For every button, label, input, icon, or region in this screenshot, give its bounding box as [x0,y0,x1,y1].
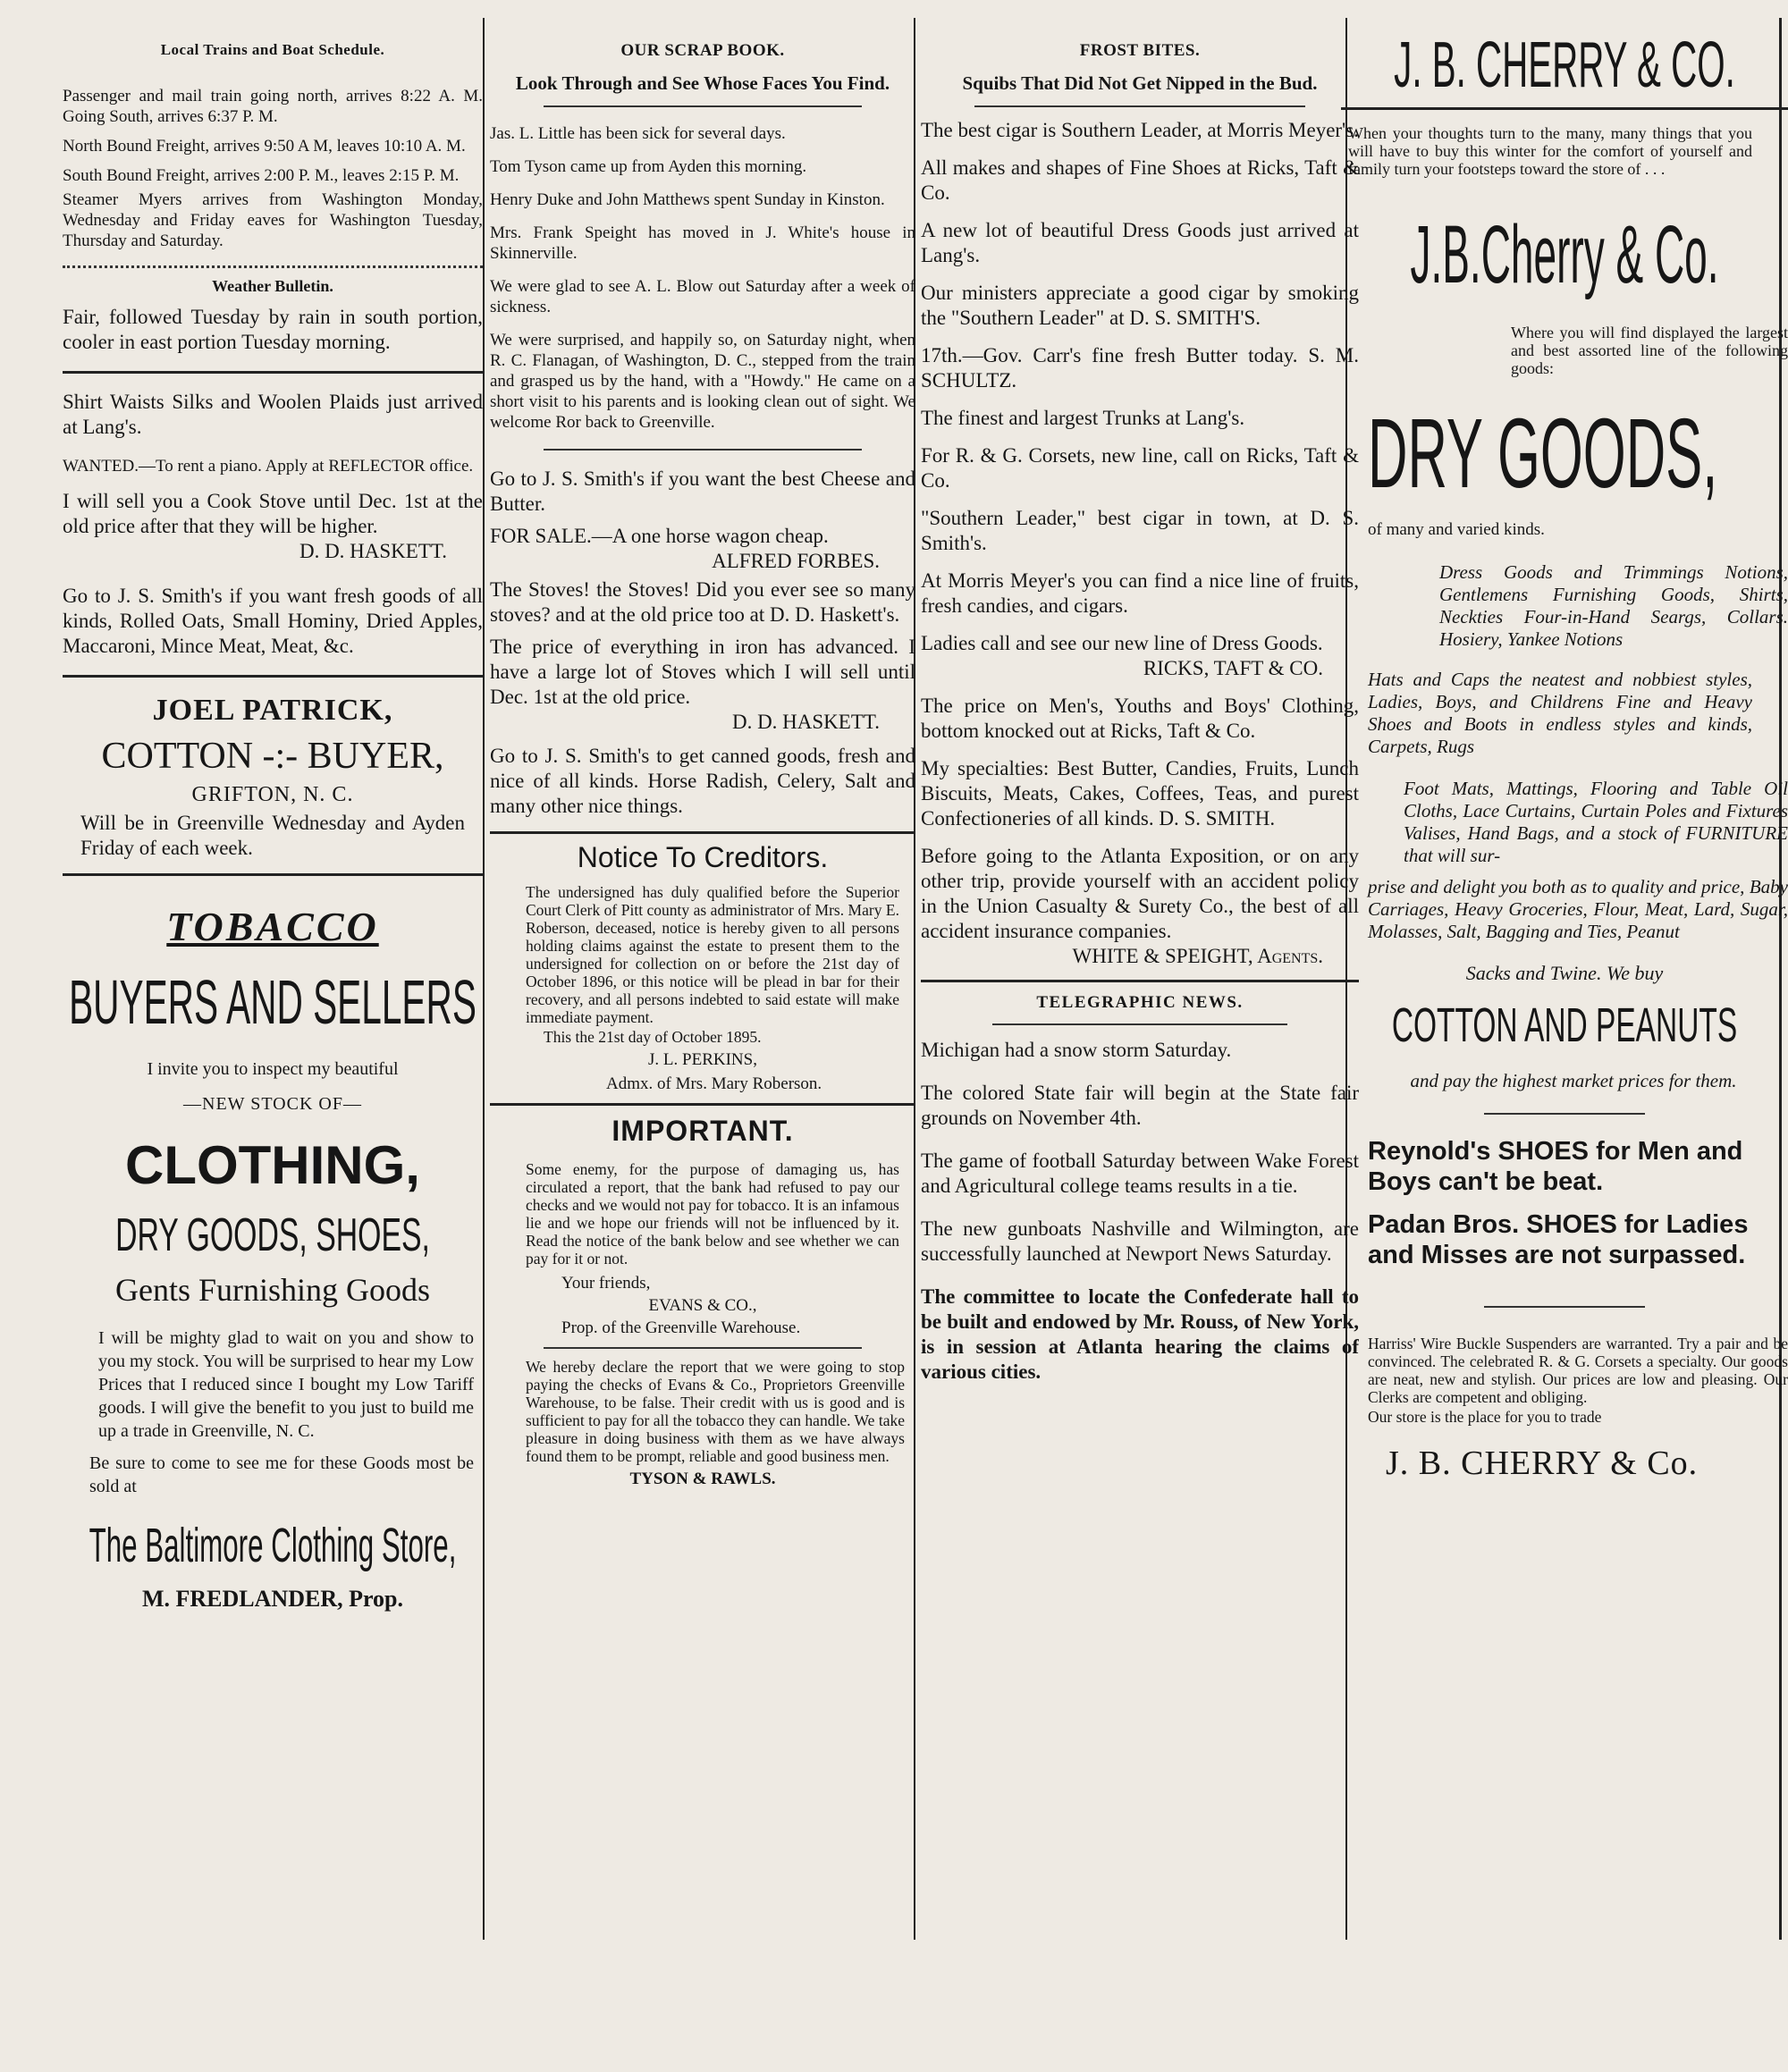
be-sure-text: Be sure to come to see me for these Goods most be sold at [89,1453,474,1496]
scrap-item: Henry Duke and John Matthews spent Sunday in Kinston. [490,190,885,209]
column-frost-bites [921,25,1359,1385]
frost-bites-title: FROST BITES. [1079,41,1201,60]
scrap-item: Mrs. Frank Speight has moved in J. White's house in Skinnerville. [490,223,915,263]
divider [921,980,1359,982]
divider [63,265,483,268]
cherry-logo: J.B.Cherry & Co. [1410,209,1719,300]
cherry-intro: When your thoughts turn to the many, many things that you will have to buy this winter for the comfort of yourself and family turn your footsteps toward the store of . . . [1348,124,1752,178]
important-friends: Your friends, [561,1274,651,1293]
divider [974,105,1305,107]
invite-text: I invite you to inspect my beautiful [147,1059,399,1079]
highest-text: and pay the highest market prices for them. [1410,1070,1737,1091]
weather-text: Fair, followed Tuesday by rain in south portion, cooler in east portion Tuesday morning. [63,306,483,353]
schedule-item: Passenger and mail train going north, arrives 8:22 A. M. Going South, arrives 6:37 P. M. [63,87,483,126]
local-item: Go to J. S. Smith's if you want fresh goods of all kinds, Rolled Oats, Small Hominy, Dried Apples, Maccaroni, Mince Meat, Meat, &c. [63,585,483,657]
declare-text: We hereby declare the report that we were going to stop paying the checks of Evans & Co., Proprietors Greenville Warehouse, to be false. Their credit with us is good and is sufficient to pay for all the tobacco they can handle. We take pleasure in doing business with them as we have always found them to be prompt, reliable and good business men. [526,1358,905,1465]
frost-item: The finest and largest Trunks at Lang's. [921,407,1245,429]
frost-item: The price on Men's, Youths and Boys' Clothing, bottom knocked out at Ricks, Taft & Co. [921,695,1359,742]
divider [63,371,483,374]
column-rule [483,18,485,1940]
frost-item: Our ministers appreciate a good cigar by smoking the "Southern Leader" at D. S. SMITH'S. [921,282,1359,329]
harris-text: Harriss' Wire Buckle Suspenders are warranted. Try a pair and be convinced. The celebrated R. & G. Corsets a specialty. Our goods are neat, new and stylish. Our prices are low and pleasing. Our Clerks are competent and obliging. [1368,1335,1788,1406]
clothing-heading: CLOTHING, [125,1135,420,1195]
signature: ALFRED FORBES. [712,550,880,572]
frost-item: All makes and shapes of Fine Shoes at Ricks, Taft & Co. [921,156,1359,204]
frost-item: Before going to the Atlanta Exposition, or on any other trip, provide yourself with an accident policy in the Union Casualty & Surety Co., the best of all accident insurance companies. [921,845,1359,942]
patrick-role: COTTON -:- BUYER, [101,736,444,777]
scrap-item: Go to J. S. Smith's to get canned goods, fresh and nice of all kinds. Horse Radish, Celery, Salt and many other nice things. [490,745,915,817]
divider [63,675,483,678]
cherry-masthead: J. B. CHERRY & CO. [1394,29,1735,101]
scrap-item: The price of everything in iron has advanced. I have a large lot of Stoves which I will sell until Dec. 1st at the old price. [490,636,915,708]
scrap-item: Go to J. S. Smith's if you want the best Cheese and Butter. [490,467,915,515]
patrick-place: GRIFTON, N. C. [191,783,354,806]
divider [544,105,862,107]
scrap-book-title: OUR SCRAP BOOK. [620,41,785,60]
frost-item: At Morris Meyer's you can find a nice line of fruits, fresh candies, and cigars. [921,569,1359,617]
news-item: The new gunboats Nashville and Wilmington, are successfully launched at Newport News Saturday. [921,1217,1359,1265]
patrick-text: Will be in Greenville Wednesday and Ayden Friday of each week. [80,812,465,859]
important-text: Some enemy, for the purpose of damaging us, has circulated a report, that the bank had refused to pay our checks and we would not pay for tobacco. It is an infamous lie and we hope our friends will not be influenced by it. Read the notice of the bank below and see whether we can pay for it or not. [526,1160,899,1268]
scrap-item: We were glad to see A. L. Blow out Saturday after a week of sickness. [490,277,915,316]
divider [1484,1113,1645,1115]
dry-goods-shoes-heading: DRY GOODS, SHOES, [115,1209,430,1261]
goods-list: Dress Goods and Trimmings Notions, Gentlemens Furnishing Goods, Shirts, Neckties Four-in-Hand Seargs, Collars. Hosiery, Yankee Notions [1439,561,1788,650]
notice-date: This the 21st day of October 1895. [544,1028,762,1046]
patrick-name: JOEL PATRICK, [152,694,393,727]
weather-title: Weather Bulletin. [212,277,333,295]
buyers-sellers-heading: BUYERS AND SELLERS [69,967,477,1037]
goods-list: Hats and Caps the neatest and nobbiest styles, Ladies, Boys, and Childrens Fine and Heavy Shoes and Boots in endless styles and kinds, Carpets, Rugs [1368,669,1752,757]
telegraphic-title: TELEGRAPHIC NEWS. [1036,993,1244,1012]
divider [490,831,915,834]
divider [544,1347,862,1349]
frost-item: For R. & G. Corsets, new line, call on Ricks, Taft & Co. [921,444,1359,492]
important-signature: EVANS & CO., [648,1296,757,1315]
proprietor: M. FREDLANDER, Prop. [141,1586,404,1612]
divider [544,449,862,451]
cherry-where: Where you will find displayed the largest and best assorted line of the following goods: [1511,324,1788,377]
local-item: Shirt Waists Silks and Woolen Plaids just arrived at Lang's. [63,391,483,438]
notice-signature: J. L. PERKINS, [648,1050,757,1069]
our-store-text: Our store is the place for you to trade [1368,1408,1602,1426]
important-signature: Prop. of the Greenville Warehouse. [561,1318,801,1337]
divider [992,1023,1287,1025]
gents-heading: Gents Furnishing Goods [114,1272,431,1308]
important-title: IMPORTANT. [611,1115,794,1147]
sacks-text: Sacks and Twine. We buy [1465,962,1664,984]
glad-text: I will be mighty glad to wait on you and show to you my stock. You will be surprised to hear my Low Prices that I reduced since I bought my Low Tariff goods. I will give the benefit to you just to build me up a trade in Greenville, N. C. [98,1328,474,1441]
local-item: I will sell you a Cook Stove until Dec. 1st at the old price after that they will be higher. [63,490,483,537]
notice-title: Notice To Creditors. [577,841,829,873]
news-item: The colored State fair will begin at the State fair grounds on November 4th. [921,1082,1359,1129]
scrap-item: We were surprised, and happily so, on Saturday night, when R. C. Flanagan, of Washington, D. C., stepped from the train and grasped us by the hand, with a "Howdy." He came on a short visit to his parents and is looking clean out of sight. We welcome Ror back to Greenville. [490,331,915,432]
tobacco-heading: TOBACCO [166,904,379,949]
scrap-book-subtitle: Look Through and See Whose Faces You Find. [515,72,890,94]
notice-signature: Admx. of Mrs. Mary Roberson. [606,1074,822,1093]
goods-list: Foot Mats, Mattings, Flooring and Table Oil Cloths, Lace Curtains, Curtain Poles and Fixtures Valises, Hand Bags, and a stock of FURNITURE that will sur- [1404,778,1788,866]
signature: D. D. HASKETT. [731,711,880,733]
goods-list: prise and delight you both as to quality and price, Baby Carriages, Heavy Groceries, Flour, Meat, Lard, Sugar, Molasses, Salt, Bagging and Ties, Peanut [1368,876,1788,942]
schedule-item: North Bound Freight, arrives 9:50 A M, leaves 10:10 A. M. [63,137,466,156]
signature: D. D. HASKETT. [299,540,447,562]
frost-item: 17th.—Gov. Carr's fine fresh Butter today. S. M. SCHULTZ. [921,344,1359,392]
reynold-text: Reynold's SHOES for Men and Boys can't be beat. [1368,1137,1743,1196]
news-item: The committee to locate the Confederate hall to be built and endowed by Mr. Rouss, of New York, is in session at Atlanta hearing the claims of various cities. [921,1285,1359,1383]
column-local [63,25,483,1613]
divider [490,1103,915,1106]
news-item: Michigan had a snow storm Saturday. [921,1039,1232,1061]
signature: RICKS, TAFT & CO. [1143,657,1323,679]
notice-text: The undersigned has duly qualified before the Superior Court Clerk of Pitt county as administrator of Mrs. Mary E. Roberson, deceased, notice is hereby given to all persons holding claims against the estate to present them to the undersigned for collection on or before the 21st day of October 1896, or this notice will be plead in bar for their recovery, and all persons indebted to said estate will make immediate payment. [526,883,899,1026]
cotton-peanuts-heading: COTTON AND PEANUTS [1391,998,1738,1052]
column-scrap-book [490,25,915,1489]
scrap-item: Tom Tyson came up from Ayden this morning. [490,157,807,176]
frost-bites-subtitle: Squibs That Did Not Get Nipped in the Bud. [962,72,1318,94]
scrap-item: FOR SALE.—A one horse wagon cheap. [490,525,829,547]
frost-item: Ladies call and see our new line of Dress Goods. [921,632,1323,654]
new-stock-label: —NEW STOCK OF— [183,1094,362,1114]
dry-goods-heading: DRY GOODS, [1368,399,1718,509]
scrap-item: The Stoves! the Stoves! Did you ever see so many stoves? and at the old price too at D. D. Haskett's. [490,578,915,626]
padan-text: Padan Bros. SHOES for Ladies and Misses are not surpassed. [1368,1210,1749,1269]
frost-item: "Southern Leader," best cigar in town, at D. S. Smith's. [921,507,1359,554]
frost-item: My specialties: Best Butter, Candies, Fruits, Lunch Biscuits, Meats, Cakes, Coffees, Teas, and purest Confectioneries of all kinds. D. S. SMITH. [921,757,1359,830]
store-name: The Baltimore Clothing Store, [89,1519,457,1572]
divider [63,873,483,876]
signature: WHITE & SPEIGHT, Agents. [1072,945,1323,967]
local-item: WANTED.—To rent a piano. Apply at REFLECTOR office. [63,457,474,476]
schedule-item: South Bound Freight, arrives 2:00 P. M., leaves 2:15 P. M. [63,166,460,185]
frost-item: The best cigar is Southern Leader, at Morris Meyer's. [921,119,1359,141]
declare-signature: TYSON & RAWLS. [629,1470,776,1488]
divider [1341,107,1788,110]
schedule-title: Local Trains and Boat Schedule. [160,41,385,58]
column-cherry-ad [1341,25,1788,1483]
news-item: The game of football Saturday between Wake Forest and Agricultural college teams results in a tie. [921,1150,1359,1197]
many-kinds: of many and varied kinds. [1368,520,1545,539]
schedule-item: Steamer Myers arrives from Washington Monday, Wednesday and Friday eaves for Washington Tuesday, Thursday and Saturday. [63,190,483,250]
scrap-item: Jas. L. Little has been sick for several days. [490,124,786,143]
frost-item: A new lot of beautiful Dress Goods just arrived at Lang's. [921,219,1359,266]
divider [1484,1306,1645,1308]
cherry-footer: J. B. CHERRY & Co. [1386,1445,1699,1482]
